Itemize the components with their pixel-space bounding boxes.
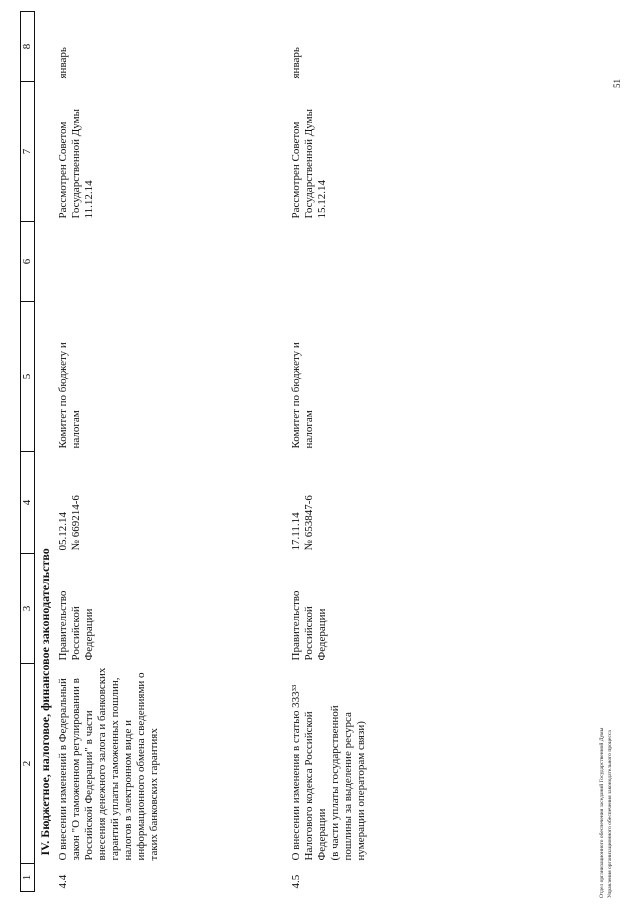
column-header-4: 4 bbox=[21, 452, 35, 554]
footer-line-2: Управления организационного обеспечения законодательного процесса bbox=[607, 730, 613, 898]
table-row bbox=[54, 12, 287, 892]
row-number: 4.5 bbox=[290, 874, 302, 889]
column-header-1: 1 bbox=[21, 864, 35, 892]
bill-title: О внесении изменения в статью 333³³ Налогового кодекса Российской Федерации (в части уплаты государственной пошлины за выделение ресурса нумерации операторам связи) bbox=[290, 684, 367, 861]
registration-date: 17.11.14 bbox=[290, 512, 302, 551]
section-title: IV. Бюджетное, налоговое, финансовое законодательство bbox=[38, 548, 52, 856]
bill-registration bbox=[287, 452, 495, 554]
planned-month: январь bbox=[290, 47, 302, 79]
column-header-2: 2 bbox=[21, 664, 35, 864]
column-6-cell bbox=[54, 222, 287, 302]
responsible-committee: Комитет по бюджету и налогам bbox=[57, 342, 82, 449]
legislation-table bbox=[20, 11, 495, 892]
column-header-8: 8 bbox=[21, 12, 35, 82]
rotated-sheet bbox=[20, 12, 620, 892]
table-row bbox=[287, 12, 495, 892]
registration-date: 05.12.14 bbox=[57, 512, 69, 551]
registration-number: № 669214-6 bbox=[70, 495, 82, 551]
footer-line-1: Отдел организационного обеспечения заседаний Государственной Думы bbox=[599, 727, 605, 898]
bill-initiator: Правительство Российской Федерации bbox=[57, 590, 95, 661]
bill-initiator: Правительство Российской Федерации bbox=[290, 590, 328, 661]
bill-registration bbox=[54, 452, 287, 554]
column-6-cell bbox=[287, 222, 495, 302]
column-number-row bbox=[21, 12, 35, 892]
bill-status: Рассмотрен Советом Государственной Думы 15.12.14 bbox=[290, 108, 328, 219]
column-header-7: 7 bbox=[21, 82, 35, 222]
column-header-3: 3 bbox=[21, 554, 35, 664]
responsible-committee: Комитет по бюджету и налогам bbox=[290, 342, 315, 449]
bill-title: О внесении изменений в Федеральный закон "О таможенном регулировании в Российской Федерации" в части внесения денежного залога и банковских гарантий уплаты таможенных пошлин, налогов в электронном виде и информационного обмена сведениями о таких банковских гарантиях bbox=[57, 667, 160, 861]
row-number: 4.4 bbox=[57, 874, 69, 889]
registration-number: № 653847-6 bbox=[303, 495, 315, 551]
bill-status: Рассмотрен Советом Государственной Думы 11.12.14 bbox=[57, 108, 95, 219]
section-row bbox=[35, 12, 55, 892]
planned-month: январь bbox=[57, 47, 69, 79]
page-footer bbox=[598, 638, 614, 898]
page-number: 51 bbox=[612, 79, 622, 88]
column-header-6: 6 bbox=[21, 222, 35, 302]
column-header-5: 5 bbox=[21, 302, 35, 452]
